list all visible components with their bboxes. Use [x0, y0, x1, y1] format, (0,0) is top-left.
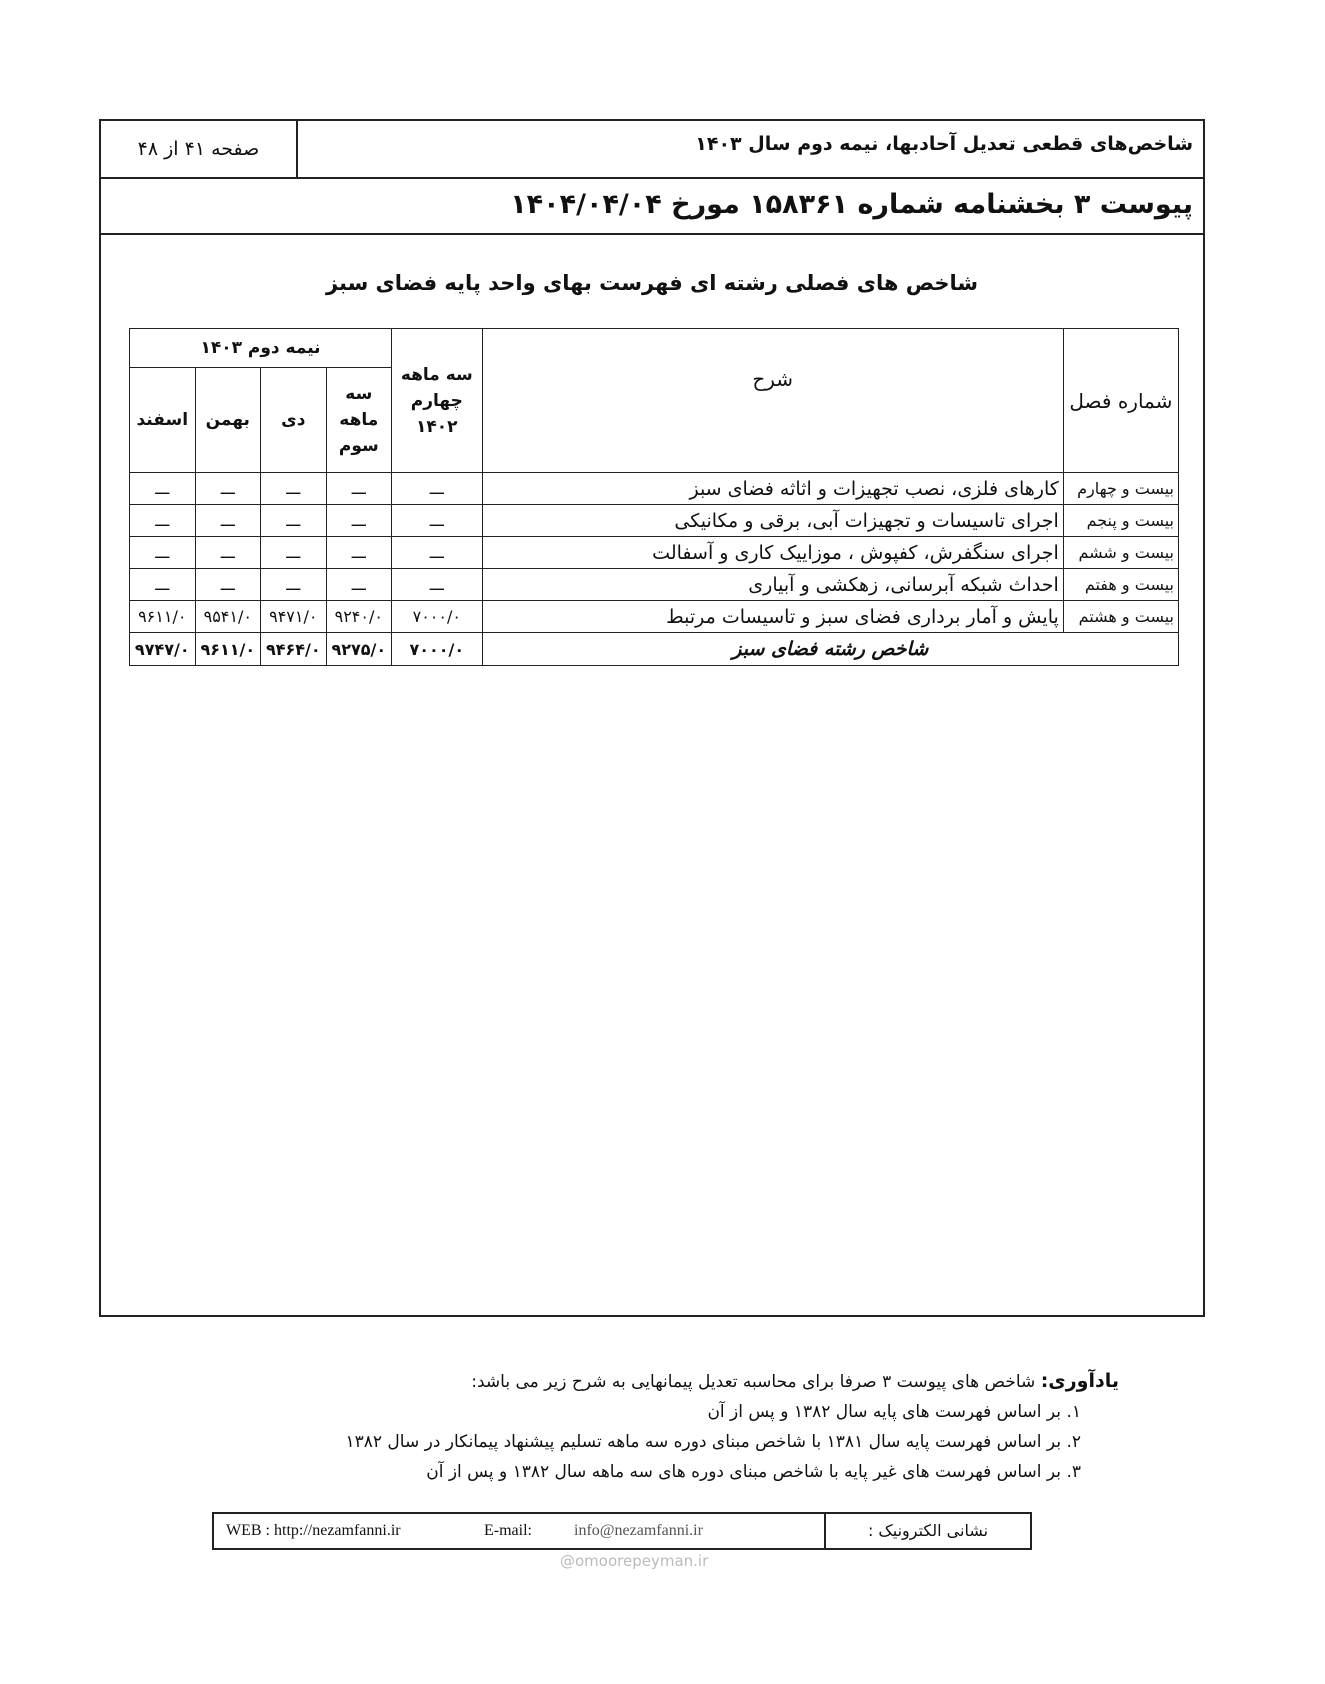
note-heading: [471, 1370, 1119, 1392]
subheader-row: [101, 179, 1203, 235]
table-row: [130, 569, 1179, 601]
header-q3-line3: سوم: [338, 436, 379, 456]
header-description-text: شرح: [752, 367, 794, 391]
header-q4-1402: [392, 329, 483, 473]
row-value-dey: ـــ: [261, 569, 327, 601]
note-title: یادآوری:: [1040, 1370, 1119, 1392]
row-value-dey: ـــ: [261, 473, 327, 505]
row-value-dey: ـــ: [261, 537, 327, 569]
row-chapter: بیست و هفتم: [1063, 569, 1178, 601]
row-value-q3: ۹۲۴۰/۰: [326, 601, 392, 633]
row-value-q4-1402: ـــ: [392, 505, 483, 537]
row-description: کارهای فلزی، نصب تجهیزات و اثاثه فضای سبز: [482, 473, 1063, 505]
total-value-esfand: ۹۷۴۷/۰: [130, 633, 196, 666]
row-value-bahman: ۹۵۴۱/۰: [195, 601, 261, 633]
row-chapter: بیست و هشتم: [1063, 601, 1178, 633]
header-description: [482, 329, 1063, 473]
header-q4-line2: چهارم: [410, 390, 463, 411]
email-link[interactable]: info@nezamfanni.ir: [574, 1522, 703, 1539]
header-row: [101, 121, 1203, 179]
table-row: [130, 537, 1179, 569]
header-q3-line1: سه: [345, 384, 373, 404]
note-intro: شاخص های پیوست ۳ صرفا برای محاسبه تعدیل پیمانهایی به شرح زیر می باشد:: [471, 1372, 1036, 1392]
table-row: [130, 505, 1179, 537]
row-value-q4-1402: ۷۰۰۰/۰: [392, 601, 483, 633]
attachment-title: پیوست ۳ بخشنامه شماره ۱۵۸۳۶۱ مورخ ۱۴۰۴/۰۴/۰۴: [510, 189, 1193, 220]
total-value-bahman: ۹۶۱۱/۰: [195, 633, 261, 666]
table-row: [130, 473, 1179, 505]
row-value-q4-1402: ـــ: [392, 473, 483, 505]
row-value-bahman: ـــ: [195, 473, 261, 505]
row-value-q4-1402: ـــ: [392, 537, 483, 569]
row-value-bahman: ـــ: [195, 505, 261, 537]
watermark-text: @omoorepeyman.ir: [560, 1552, 709, 1570]
row-value-bahman: ـــ: [195, 569, 261, 601]
row-value-esfand: ـــ: [130, 505, 196, 537]
row-description: اجرای سنگفرش، کفپوش ، موزاییک کاری و آسفالت: [482, 537, 1063, 569]
row-chapter: بیست و پنجم: [1063, 505, 1178, 537]
header-esfand: اسفند: [130, 368, 196, 473]
row-value-esfand: ـــ: [130, 473, 196, 505]
document-title: شاخص‌های قطعی تعدیل آحادبها، نیمه دوم سال ۱۴۰۳: [695, 133, 1193, 155]
note-item: ۱. بر اساس فهرست های پایه سال ۱۳۸۲ و پس از آن: [707, 1402, 1081, 1422]
header-bahman: بهمن: [195, 368, 261, 473]
page-number: صفحه ۴۱ از ۴۸: [101, 121, 298, 177]
row-value-q3: ـــ: [326, 473, 392, 505]
row-description: اجرای تاسیسات و تجهیزات آبی، برقی و مکانیکی: [482, 505, 1063, 537]
row-description: پایش و آمار برداری فضای سبز و تاسیسات مرتبط: [482, 601, 1063, 633]
note-item: ۲. بر اساس فهرست پایه سال ۱۳۸۱ با شاخص مبنای دوره سه ماهه تسلیم پیشنهاد پیمانکار در سال ۱۳۸۲: [345, 1432, 1081, 1452]
note-item: ۳. بر اساس فهرست های غیر پایه با شاخص مبنای دوره های سه ماهه سال ۱۳۸۲ و پس از آن: [426, 1462, 1081, 1482]
total-label: شاخص رشته فضای سبز: [482, 633, 1178, 666]
header-dey: دی: [261, 368, 327, 473]
header-q3: [326, 368, 392, 473]
row-value-esfand: ـــ: [130, 537, 196, 569]
header-second-half-1403: نیمه دوم ۱۴۰۳: [130, 329, 392, 368]
total-value-dey: ۹۴۶۴/۰: [261, 633, 327, 666]
row-value-q3: ـــ: [326, 569, 392, 601]
header-q3-line2: ماهه: [339, 410, 379, 430]
row-chapter: بیست و ششم: [1063, 537, 1178, 569]
page-frame: [99, 119, 1205, 1317]
row-description: احداث شبکه آبرسانی، زهکشی و آبیاری: [482, 569, 1063, 601]
row-chapter: بیست و چهارم: [1063, 473, 1178, 505]
table-row: [130, 601, 1179, 633]
contact-box: [212, 1512, 1032, 1550]
header-q4-line1: سه ماهه: [400, 364, 473, 385]
section-title: شاخص های فصلی رشته ای فهرست بهای واحد پایه فضای سبز: [325, 271, 979, 295]
website-link[interactable]: WEB : http://nezamfanni.ir: [226, 1522, 401, 1539]
row-value-dey: ـــ: [261, 505, 327, 537]
row-value-dey: ۹۴۷۱/۰: [261, 601, 327, 633]
total-row: [130, 633, 1179, 666]
email-label: E-mail:: [484, 1522, 532, 1539]
total-value-q4-1402: ۷۰۰۰/۰: [392, 633, 483, 666]
contact-label: نشانی الکترونیک :: [824, 1514, 1030, 1548]
header-chapter-number: شماره فصل: [1063, 329, 1178, 473]
row-value-bahman: ـــ: [195, 537, 261, 569]
header-q4-line3: ۱۴۰۲: [416, 416, 458, 437]
row-value-q3: ـــ: [326, 537, 392, 569]
row-value-q3: ـــ: [326, 505, 392, 537]
row-value-esfand: ـــ: [130, 569, 196, 601]
row-value-q4-1402: ـــ: [392, 569, 483, 601]
total-value-q3: ۹۲۷۵/۰: [326, 633, 392, 666]
row-value-esfand: ۹۶۱۱/۰: [130, 601, 196, 633]
index-table: [129, 328, 1179, 666]
